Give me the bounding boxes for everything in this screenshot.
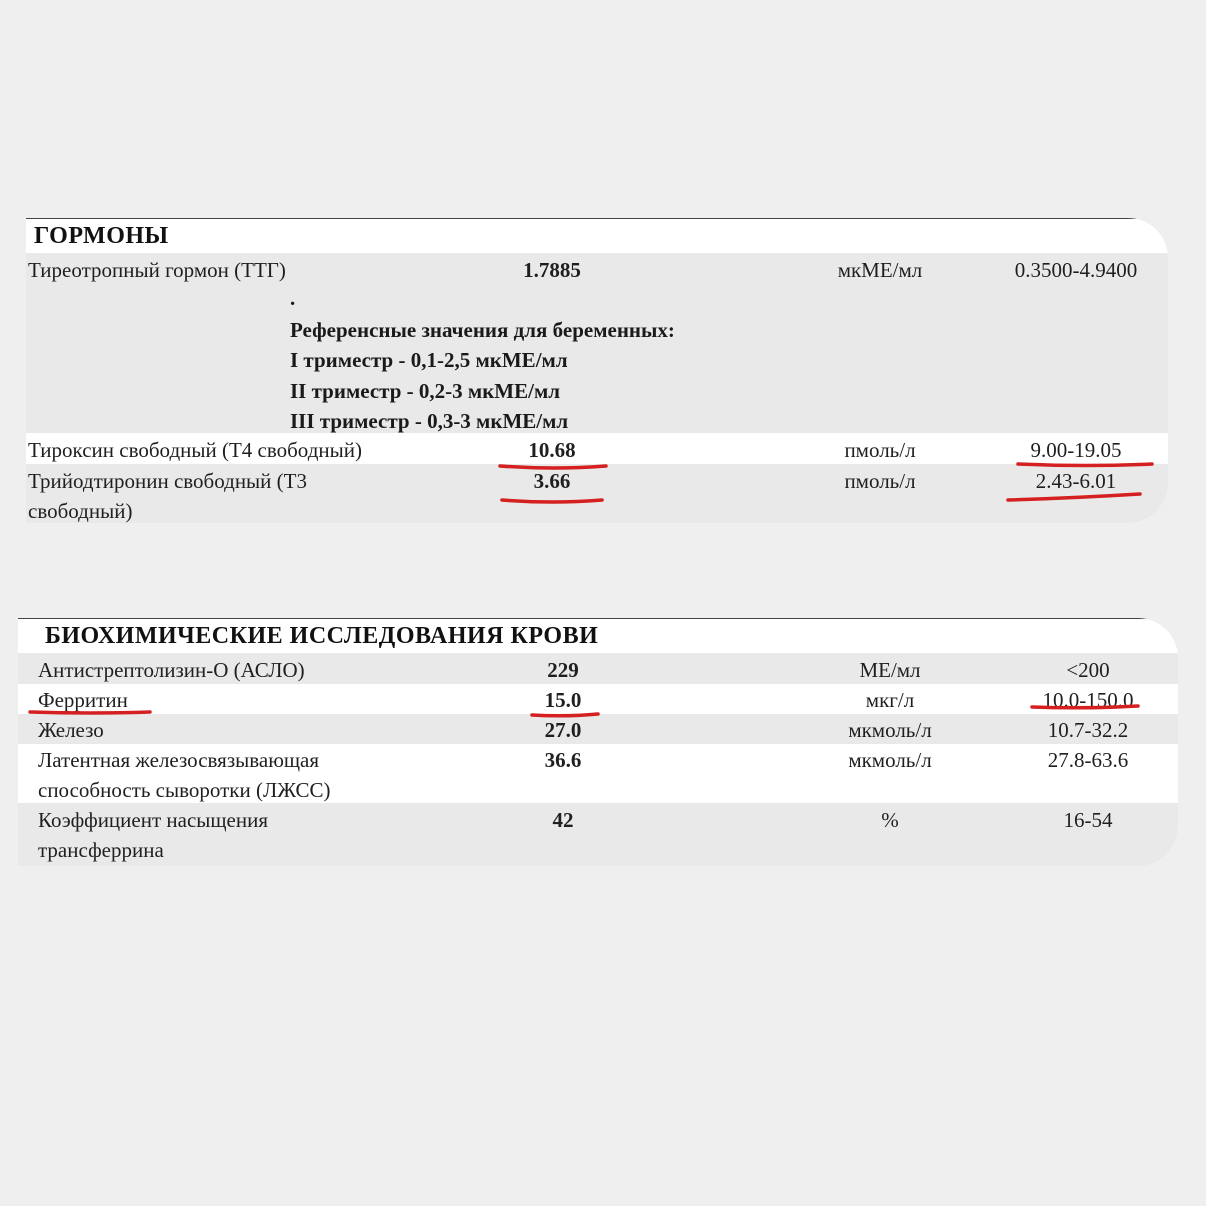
result-value: 27.0 xyxy=(544,718,582,742)
reference-range: 27.8-63.6 xyxy=(1047,748,1129,772)
result-value: 3.66 xyxy=(533,469,571,493)
analyte-name: Ферритин xyxy=(38,688,128,712)
analyte-name: Тиреотропный гормон (ТТГ) xyxy=(28,258,286,282)
unit: МЕ/мл xyxy=(859,658,921,682)
unit: мкмоль/л xyxy=(848,748,932,772)
unit: мкг/л xyxy=(865,688,915,712)
pregnancy-ref-heading: Референсные значения для беременных: xyxy=(290,318,675,342)
analyte-name: Коэффициент насыщения xyxy=(38,808,269,832)
analyte-name-cont: способность сыворотки (ЛЖСС) xyxy=(38,778,331,802)
section-title-biochem: БИОХИМИЧЕСКИЕ ИССЛЕДОВАНИЯ КРОВИ xyxy=(45,623,599,649)
result-value: 15.0 xyxy=(544,688,582,712)
table-row-iron xyxy=(18,714,1178,744)
unit: % xyxy=(881,808,899,832)
unit: пмоль/л xyxy=(844,469,916,493)
card-top-rule xyxy=(26,218,1146,219)
reference-range: 0.3500-4.9400 xyxy=(1014,258,1138,282)
reference-range: 16-54 xyxy=(1063,808,1113,832)
unit: мкмоль/л xyxy=(848,718,932,742)
result-value: 10.68 xyxy=(528,438,576,462)
analyte-name: Латентная железосвязывающая xyxy=(38,748,320,772)
reference-range: 10.7-32.2 xyxy=(1047,718,1129,742)
pregnancy-ref-line: II триместр - 0,2-3 мкМЕ/мл xyxy=(290,379,561,403)
reference-range: 2.43-6.01 xyxy=(1035,469,1117,493)
table-row-tsh xyxy=(26,253,1168,433)
table-row-tibc xyxy=(18,744,1178,803)
table-row-aslo xyxy=(18,653,1178,684)
pregnancy-ref-line: III триместр - 0,3-3 мкМЕ/мл xyxy=(290,409,569,433)
analyte-name-cont: трансферрина xyxy=(38,838,164,862)
analyte-name: Антистрептолизин-О (АСЛО) xyxy=(38,658,305,682)
note-dot: . xyxy=(290,286,296,310)
result-value: 229 xyxy=(547,658,579,682)
section-title-hormones: ГОРМОНЫ xyxy=(34,223,169,249)
table-row-t4 xyxy=(26,433,1168,464)
result-value: 36.6 xyxy=(544,748,582,772)
reference-range: 9.00-19.05 xyxy=(1030,438,1122,462)
card-top-rule xyxy=(18,618,1158,619)
hormones-card xyxy=(26,218,1168,523)
table-row-ferritin xyxy=(18,684,1178,714)
biochem-card xyxy=(18,618,1178,866)
reference-range: 10.0-150.0 xyxy=(1042,688,1134,712)
table-row-t3 xyxy=(26,464,1168,523)
result-value: 42 xyxy=(552,808,574,832)
unit: пмоль/л xyxy=(844,438,916,462)
pregnancy-ref-line: I триместр - 0,1-2,5 мкМЕ/мл xyxy=(290,348,568,372)
unit: мкМЕ/мл xyxy=(837,258,923,282)
table-row-transferrin-saturation xyxy=(18,803,1178,866)
analyte-name: Тироксин свободный (Т4 свободный) xyxy=(28,438,362,462)
analyte-name: Трийодтиронин свободный (Т3 xyxy=(28,469,307,493)
result-value: 1.7885 xyxy=(523,258,581,282)
analyte-name-cont: свободный) xyxy=(28,499,133,523)
reference-range: <200 xyxy=(1066,658,1110,682)
analyte-name: Железо xyxy=(38,718,104,742)
